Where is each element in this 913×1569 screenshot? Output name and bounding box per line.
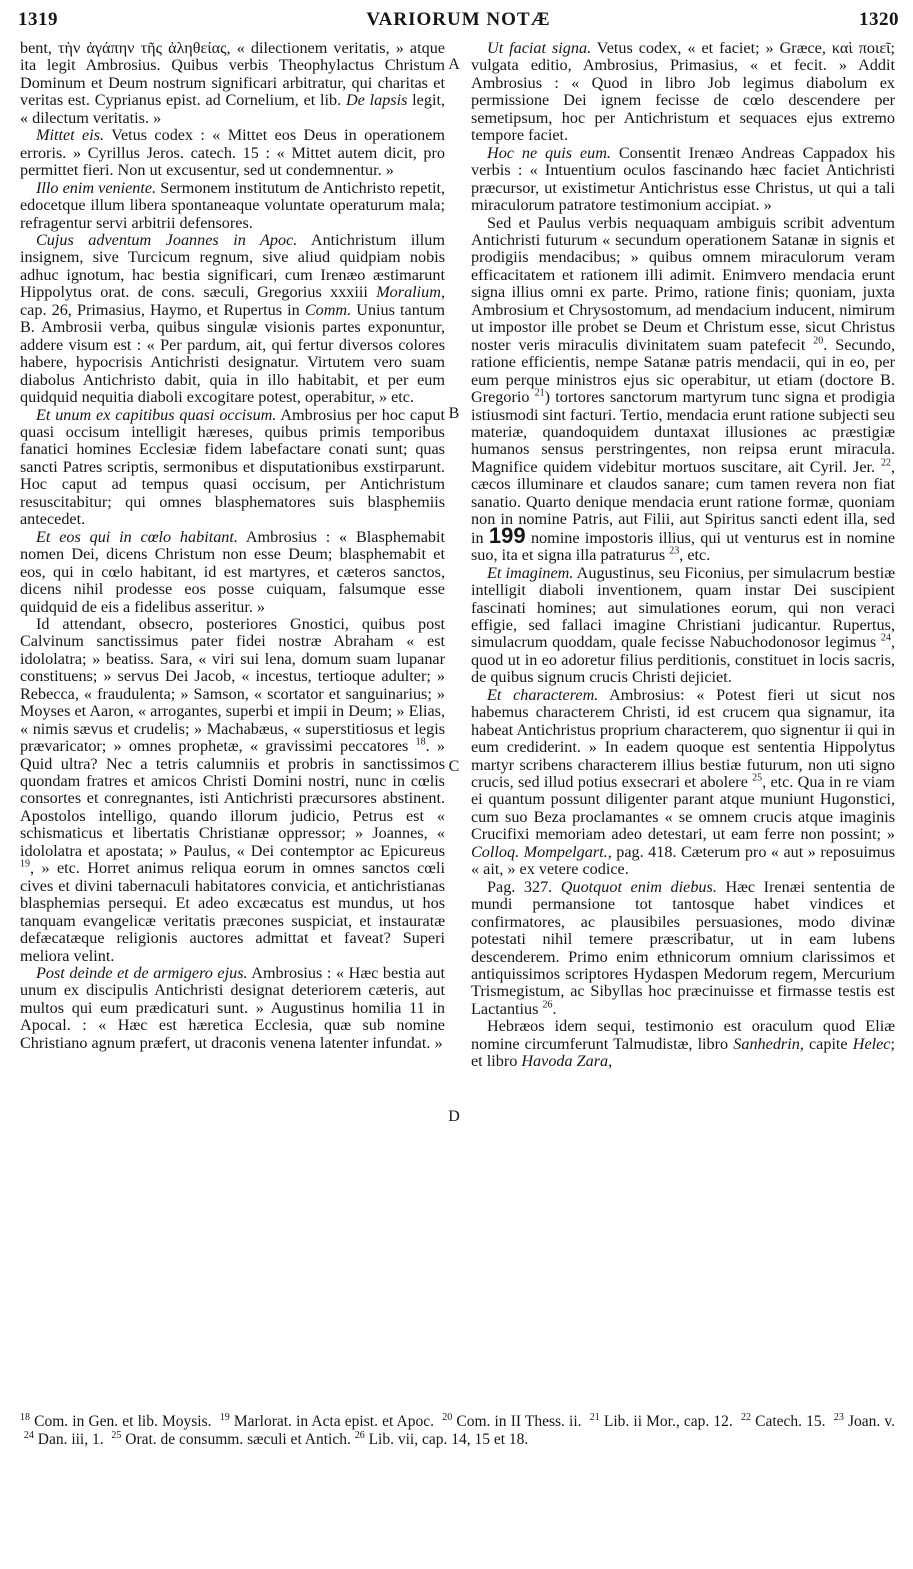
page-header [18,6,899,34]
right-paragraph: Hebræos idem sequi, testimonio est oraculum quod Eliæ nomine circumferunt Talmudistæ, libro Sanhedrin, capite Helec; et libro Havoda Zara, [471,1017,895,1071]
left-paragraph: Illo enim veniente. Sermonem institutum de Antichristo repetit, edocetque illum libera spontaneaque voluntate operaturum mala; refragentur servi arbitrii defensores. [20,178,445,232]
margin-letter-d: D [448,1108,460,1125]
left-paragraph: Et eos qui in cœlo habitant. Ambrosius : « Blasphemabit nomen Dei, dicens Christum non esse Deum; blasphemabit et eos, qui in cœlo habitant, id est martyres, et cæteros sanctos, dicens nihil prodesse eos posse cuiquam, falsumque esse quidquid de eis a fidelibus asseritur. » [20,527,445,616]
right-paragraph: Ut faciat signa. Vetus codex, « et faciet; » Græce, καὶ ποιεῖ; vulgata editio, Ambrosius, Primasius, « et fecit. » Addit Ambrosius : « Quod in libro Job legimus diabolum ex permissione Dei ignem fecisse de cœlo descendere per semetipsum, hoc per Antichristum et sequaces ejus extremo tempore faciet. [471,39,895,145]
running-title: VARIORUM NOTÆ [366,9,551,30]
right-paragraph: Et imaginem. Augustinus, seu Ficonius, per simulacrum bestiæ intelligit diaboli inventionem, quam instar Dei suscipient fascinati homines; aut simulationes eorum, qui non veraci effigie, sed fallaci imagine Christiani judicantur. Rupertus, simulacrum quoddam, quale fecisse Nabuchodonosor legimus $^{24}$, quod ut in eo adoretur filius perditionis, constituet in locis sacris, de quibus signum crucis Christi dejiciet. [471,563,895,687]
page-number-left: 1319 [18,9,58,30]
margin-letter-b: B [448,405,460,422]
left-paragraph: Et unum ex capitibus quasi occisum. Ambrosius per hoc caput quasi occisum intelligit hæreses, quibus primis temporibus fanatici homines Ecclesiæ fidem labefactare conati sunt; quas sancti Patres scriptis, sermonibus et disputationibus exstirparunt. Hoc caput ad tempus quasi occisum, per Antichristum resuscitabitur; qui omnes blasphematores suis blasphemiis antecedet. [20,405,445,529]
right-paragraph: Hoc ne quis eum. Consentit Irenæo Andreas Cappadox his verbis : « Intuentium oculos fascinando hæc faciet Antichristi præcursor, ut existimetur Antichristus esse Christus, ut qui a tali miraculorum patratore testimonium accipiat. » [471,143,895,215]
right-column [471,40,895,1071]
margin-letter-c: C [448,758,460,775]
left-paragraph: Mittet eis. Vetus codex : « Mittet eos Deus in operationem erroris. » Cyrillus Jeros. catech. 15 : « Mittet autem dicit, pro permittet fieri. Non ut excusentur, sed ut condemnentur. » [20,126,445,180]
right-paragraph: Pag. 327. Quotquot enim diebus. Hæc Irenæi sententia de mundi permansione tot tantosque habet vindices et confirmatores, ac plausibiles persuasiones, modo divinæ potestati nihil temere præscribatur, ut in eam lubens descenderem. Primo enim ethnicorum omnium clarissimos et antiquissimos scriptores Hydaspen Medorum regem, Mercurium Trismegistum, ac Sibyllas hoc præcinuisse et firmasse testis est Lactantius $^{26}$. [471,877,895,1018]
page-number-right: 1320 [859,9,899,30]
footnotes: $^{18}$ Com. in Gen. et lib. Moysis. $^{19}$ Marlorat. in Acta epist. et Apoc. $^{20}$ Com. in II Thess. ii. $^{21}$ Lib. ii Mor., cap. 12. $^{22}$ Catech. 15. $^{23}$ Joan. v. $^{24}$ Dan. iii, 1. $^{25}$ Orat. de consumm. sæculi et Antich. $^{26}$ Lib. vii, cap. 14, 15 et 18. [20,1411,895,1448]
right-paragraph: Et characterem. Ambrosius: « Potest fieri ut sicut nos habemus characterem Christi, id est crucem qua signamur, ita habeat Antichristus proprium characterem, quo signentur ii qui in eum crediderint. » In eadem quoque est sententia Hippolytus martyr scribens characterem illius bestiæ futurum, non uti signo crucis, sed illud potius exsecrari et abolere $^{25}$, etc. Qua in re viam ei quantum possunt diligenter parant atque muniunt Hugonstici, cum suo Beza proclamantes « se omnem crucis atque imaginis Crucifixi memoriam adeo detestari, ut eam ferre non possint; » Colloq. Mompelgart., pag. 418. Cæterum pro « aut » reposuimus « ait, » ex vetere codice. [471,685,896,879]
left-paragraph: Cujus adventum Joannes in Apoc. Antichristum illum insignem, sive Turcicum regnum, sive aliud quidpiam nobis adhuc ignotum, hac bestia significari, cum Irenæo æstimarunt Hippolytus orat. de cons. sæculi, Gregorius xxxiii Moralium, cap. 26, Primasius, Haymo, et Rupertus in Comm. Unius tantum B. Ambrosii verba, quibus singulæ visionis partes exponuntur, addere visum est : « Per pardum, ait, qui fertur diversos colores habere, hypocrisis Antichristi designatur. Virtutem vero suam diabolus Antichristo dabit, quia in illo habitabit, et per eum quidquid nequitia diaboli excogitare potest, operabitur, » etc. [20,230,446,407]
left-paragraph: Post deinde et de armigero ejus. Ambrosius : « Hæc bestia aut unum ex discipulis Antichristi designat deteriorem cæteris, aut multos qui eum prædicaturi sunt. » Augustinus homilia 11 in Apocal. : « Hæc est hæretica Ecclesia, quæ sub nomine Christiano agnum præfert, ut draconis venena latenter infundat. » [20,964,445,1052]
left-paragraph: Id attendant, obsecro, posteriores Gnostici, quibus post Calvinum sanctissimus pater fidei nostræ Abraham « est idololatra; » beatiss. Sara, « viri sui lena, domum suam lupanar constituens; » servus Dei Jacob, « incestus, tertioque adulter; » Rebecca, « fraudulenta; » Samson, « scortator et sanguinarius; » Moyses et Aaron, « arrogantes, superbi et impii in Deum; » Elias, « nimis sævus et crudelis; » Machabæus, « superstitiosus et legis prævaricator; » omnes prophetæ, « gravissimi peccatores $^{18}$. » Quid ultra? Nec a tetris calumniis et probris in sanctissimos quondam fratres et amicos Christi Domini nostri, nunc in cœlis consortes et conregnantes, isti Antichristi præcursores abstinent. Apostolos intelligo, quando illorum judicio, Petrus est « schismaticus et libertatis Christianæ oppressor; » Joannes, « idololatra et apostata; » Paulus, « Dei contemptor ac Epicureus $^{19}$, » etc. Horret animus reliqua eorum in omnes sanctos cœli cives et divini tabernaculi habitatores convicia, et antichristianas blasphemias persequi. Et adeo excæcatus est mundus, ut hos tanquam evangelicæ veritatis præcones suspiciat, et instauratæ defæcatæque religionis auctores admittat et faveat? Superi meliora velint. [20,614,445,965]
left-paragraph: bent, τὴν ἀγάπην τῆς ἀληθείας, « dilectionem veritatis, » atque ita legit Ambrosius. Quibus verbis Theophylactus Christum Dominum et Deum nostrum significari arbitratur, qui charitas et veritas est. Cyprianus epist. ad Cornelium, et lib. De lapsis legit, « dilectum veritatis. » [20,39,445,127]
right-paragraph: Sed et Paulus verbis nequaquam ambiguis scribit adventum Antichristi futurum « secundum operationem Satanæ in signis et prodigiis mendacibus; » quibus omnem miraculorum veram efficacitatem et rationem illi adimit. Enimvero mendacia erunt signa illius omni ex parte. Primo, ratione finis; quoniam, juxta Ambrosium et Chrysostomum, ad mendacium inducent, nimirum ut impostor ille probet se Deum et Christum esse, sicut Christus noster veris miraculis divinitatem suam patefecit $^{20}$. Secundo, ratione efficientis, nempe Satanæ patris mendacii, qui in eo, per eum perque ministros ejus sic operabitur, ut etiam (doctore B. Gregorio $^{21}$) tortores sanctorum martyrum tunc signa et prodigia istiusmodi sint facturi. Tertio, mendacia erunt ratione subjecti seu materiæ, quandoquidem duntaxat illusiones ac præstigiæ humanos sensus perstringentes, non reipsa erunt miracula. Magnifice quidem videbitur mortuos suscitare, ait Cyril. Jer. $^{22}$, cæcos illuminare et claudos sanare; cum tamen revera non fiat sanatio. Quarto denique mendacia erunt ratione formæ, quoniam non in nomine Patris, aut Filii, aut Spiritus sancti edent illa, sed in 199 nomine impostoris illius, qui ut venturus est in nomine suo, ita et signa illa patraturus $^{23}$, etc. [471,213,895,565]
left-column [20,40,445,1052]
margin-letter-a: A [448,56,460,73]
